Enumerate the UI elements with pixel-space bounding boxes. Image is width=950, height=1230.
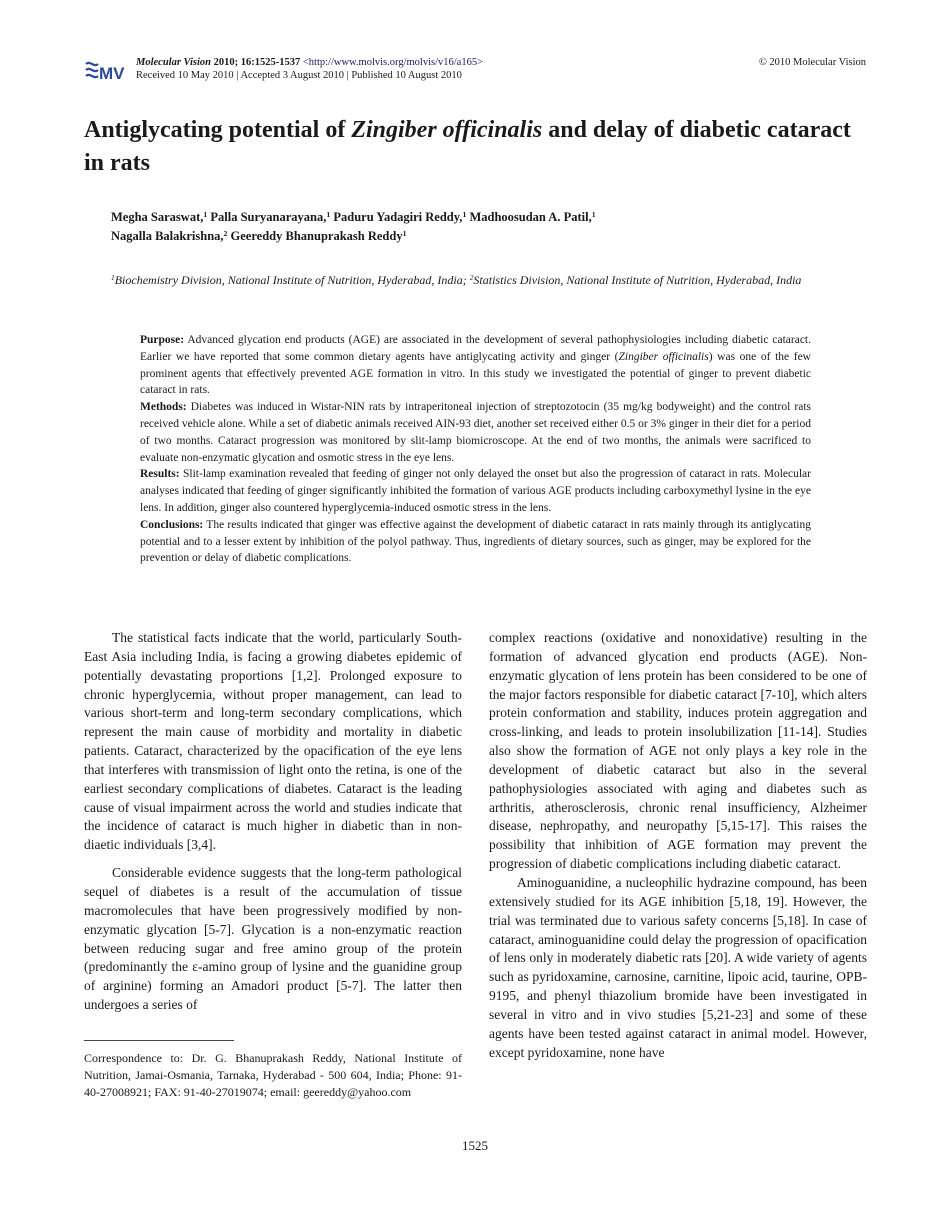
svg-text:MV: MV: [99, 64, 125, 83]
author: Nagalla Balakrishna,$^2$: [111, 228, 228, 243]
author: Paduru Yadagiri Reddy,$^1$: [333, 209, 467, 224]
journal-name: Molecular Vision: [136, 57, 211, 68]
molecular-vision-logo: [84, 58, 130, 84]
correspondence-note: Correspondence to: Dr. G. Bhanuprakash Reddy, National Institute of Nutrition, Jamai-Osmania, Tarnaka, Hyderabad - 500 604, India; Phone: 91-40-27008921; FAX: 91-40-27019074; email: geereddy@yahoo.com: [84, 1051, 462, 1099]
affiliations: $^1$Biochemistry Division, National Institute of Nutrition, Hyderabad, India; $^2$Statistics Division, National Institute of Nutrition, Hyderabad, India: [111, 272, 802, 287]
abstract-methods: Methods: Diabetes was induced in Wistar-NIN rats by intraperitoneal injection of streptozotocin (35 mg/kg bodyweight) and the control rats received vehicle alone. While a set of diabetic animals received AIN-93 diet, another set received either 0.5 or 3% ginger in their diet for a period of two months. Cataract progression was monitored by slit-lamp biomicroscope. At the end of two months, the animals were sacrificed to evaluate non-enzymatic glycation and osmotic stress in the eye lens.: [140, 401, 811, 464]
page-header: [84, 56, 866, 86]
page-number: 1525: [462, 1138, 488, 1153]
copyright: © 2010 Molecular Vision: [758, 57, 866, 68]
author: Palla Suryanarayana,$^1$: [210, 209, 331, 224]
body-column-right: [489, 629, 867, 1062]
citation: 2010; 16:1525-1537: [213, 57, 301, 68]
author: Geereddy Bhanuprakash Reddy$^1$: [230, 228, 407, 243]
body-paragraph: The statistical facts indicate that the world, particularly South-East Asia including India, is facing a growing diabetes epidemic of potentially devastating proportions [1,2]. Prolonged exposure to chronic hyperglycemia, without proper management, can lead to various short-term and long-term secondary complications, which represent the main cause of morbidity and mortality in diabetic patients. Cataract, characterized by the opacification of the eye lens that interferes with transmission of light onto the retina, is one of the earliest secondary complications of diabetes. Cataract is the leading cause of visual impairment across the world and studies indicate that the incidence of cataract is much higher in diabetic than in non-diaetic individuals [3,4].: [84, 630, 462, 853]
article-url[interactable]: <http://www.molvis.org/molvis/v16/a165>: [302, 57, 483, 68]
body-paragraph: complex reactions (oxidative and nonoxidative) resulting in the formation of advanced glycation end products (AGE). Non-enzymatic glycation of lens protein has been considered to be one of the major factors responsible for diabetic cataract [7-10], which alters protein conformation and stability, induces protein aggregation and cross-linking, and leads to protein insolubilization [11-14]. Studies also show the formation of AGE not only plays a key role in the development of diabetic cataract but also in the several pathophysiologies associated with aging and diabetes such as arthritis, atherosclerosis, chronic renal insufficiency, Alzheimer disease, nephropathy, and neuropathy [5,15-17]. This raises the possibility that inhibition of AGE formation may prevent the progression of diabetic complications including diabetic cataract.: [489, 630, 867, 872]
author: Megha Saraswat,$^1$: [111, 209, 208, 224]
footnote-divider: [84, 1040, 234, 1041]
abstract-conclusions: Conclusions: The results indicated that ginger was effective against the development of diabetic cataract in rats mainly through its antiglycating potential and to a lesser extent by inhibition of the polyol pathway. Thus, ingredients of dietary sources, such as ginger, may be explored for the prevention or delay of diabetic complications.: [140, 518, 811, 565]
body-paragraph: Considerable evidence suggests that the long-term pathological sequel of diabetes is a result of the accumulation of tissue macromolecules that have been progressively modified by non-enzymatic glycation [5-7]. Glycation is a non-enzymatic reaction between reducing sugar and free amino group of the protein (predominantly the ε-amino group of lysine and the guanidine group of arginine) forming an Amadori product [5-7]. The latter then undergoes a series of: [84, 865, 462, 1013]
body-paragraph: Aminoguanidine, a nucleophilic hydrazine compound, has been extensively studied for its AGE inhibition [5,18, 19]. However, the trial was terminated due to various safety concerns [5,18]. In case of cataract, aminoguanidine could delay the progression of opacification of lens only in moderately diabetic rats [20]. A wide variety of agents such as pyridoxamine, carnosine, carnitine, lipoic acid, taurine, OPB-9195, and phenyl thiazolium bromide have been investigated in several in vitro and in vivo studies [5,21-23] and some of these agents have been tested against cataract in animal model. However, except pyridoxamine, none have: [489, 874, 867, 1060]
abstract-purpose: Purpose: Advanced glycation end products (AGE) are associated in the development of several pathophysiologies including diabetic cataract. Earlier we have reported that some common dietary agents have antiglycating activity and ginger (Zingiber officinalis) was one of the few prominent agents that effectively prevented AGE formation in vitro. In this study we investigated the potential of ginger to prevent diabetic cataract in rats.: [140, 334, 811, 397]
abstract: [140, 332, 811, 567]
publication-dates: Received 10 May 2010 | Accepted 3 August 2010 | Published 10 August 2010: [136, 70, 462, 81]
abstract-results: Results: Slit-lamp examination revealed that feeding of ginger not only delayed the onset but also the progression of cataract in rats. Molecular analyses indicated that feeding of ginger significantly inhibited the formation of various AGE products including carboxymethyl lysine in the eye lens. In addition, ginger also countered hyperglycemia-induced osmotic stress in the lens.: [140, 468, 811, 514]
article-title: Antiglycating potential of Zingiber officinalis and delay of diabetic cataract in rats: [84, 117, 851, 176]
author-list: [111, 208, 831, 246]
author: Madhoosudan A. Patil,$^1$: [469, 209, 596, 224]
body-column-left: [84, 629, 462, 1015]
citation-block: [136, 56, 483, 82]
